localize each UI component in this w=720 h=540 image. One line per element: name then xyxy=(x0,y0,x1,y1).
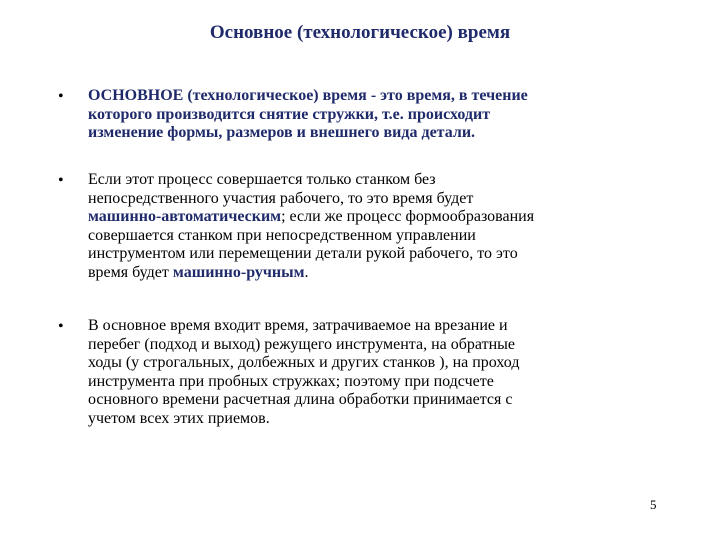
text-line: инструмента при пробных стружках; поэтому при подсчете xyxy=(88,372,494,390)
text-line: ОСНОВНОЕ (технологическое) время - это время, в течение xyxy=(88,87,528,104)
page-number: 5 xyxy=(650,497,657,512)
text-line: совершается станком при непосредственном управлении xyxy=(88,226,476,244)
text-line: перебег (подход и выход) режущего инструмента, на обратные xyxy=(88,335,515,353)
text-line: учетом всех этих приемов. xyxy=(88,409,270,427)
bullet-marker: • xyxy=(58,88,64,105)
term-machine-manual: машинно-ручным xyxy=(172,263,305,281)
text-line: ходы (у строгальных, долбежных и других станков ), на проход xyxy=(88,354,520,371)
text-fragment: ; если же процесс формообразования xyxy=(281,208,535,225)
text-line: непосредственного участия рабочего, то это время будет xyxy=(88,189,474,207)
text-line: инструментом или перемещении детали рукой рабочего, то это xyxy=(88,245,518,262)
text-fragment: . xyxy=(304,263,309,281)
text-line xyxy=(88,208,678,227)
text-line: Если этот процесс совершается только станком без xyxy=(88,171,436,188)
text-line: которого производится снятие стружки, т.е. происходит xyxy=(88,105,491,123)
bullet-text-included-time xyxy=(88,317,678,428)
bullet-marker: • xyxy=(58,318,64,335)
text-fragment: время будет xyxy=(88,263,173,281)
bullet-marker: • xyxy=(58,172,64,189)
text-line: В основное время входит время, затрачиваемое на врезание и xyxy=(88,317,508,334)
bullet-text-machine-types xyxy=(88,171,678,282)
slide-title: Основное (технологическое) время xyxy=(209,22,511,43)
text-line: изменение формы, размеров и внешнего вида детали. xyxy=(88,124,476,141)
text-line xyxy=(88,264,678,283)
text-line: основного времени расчетная длина обработки принимается с xyxy=(88,391,513,408)
bullet-text-definition xyxy=(88,87,678,143)
term-machine-automatic: машинно-автоматическим xyxy=(88,208,282,225)
